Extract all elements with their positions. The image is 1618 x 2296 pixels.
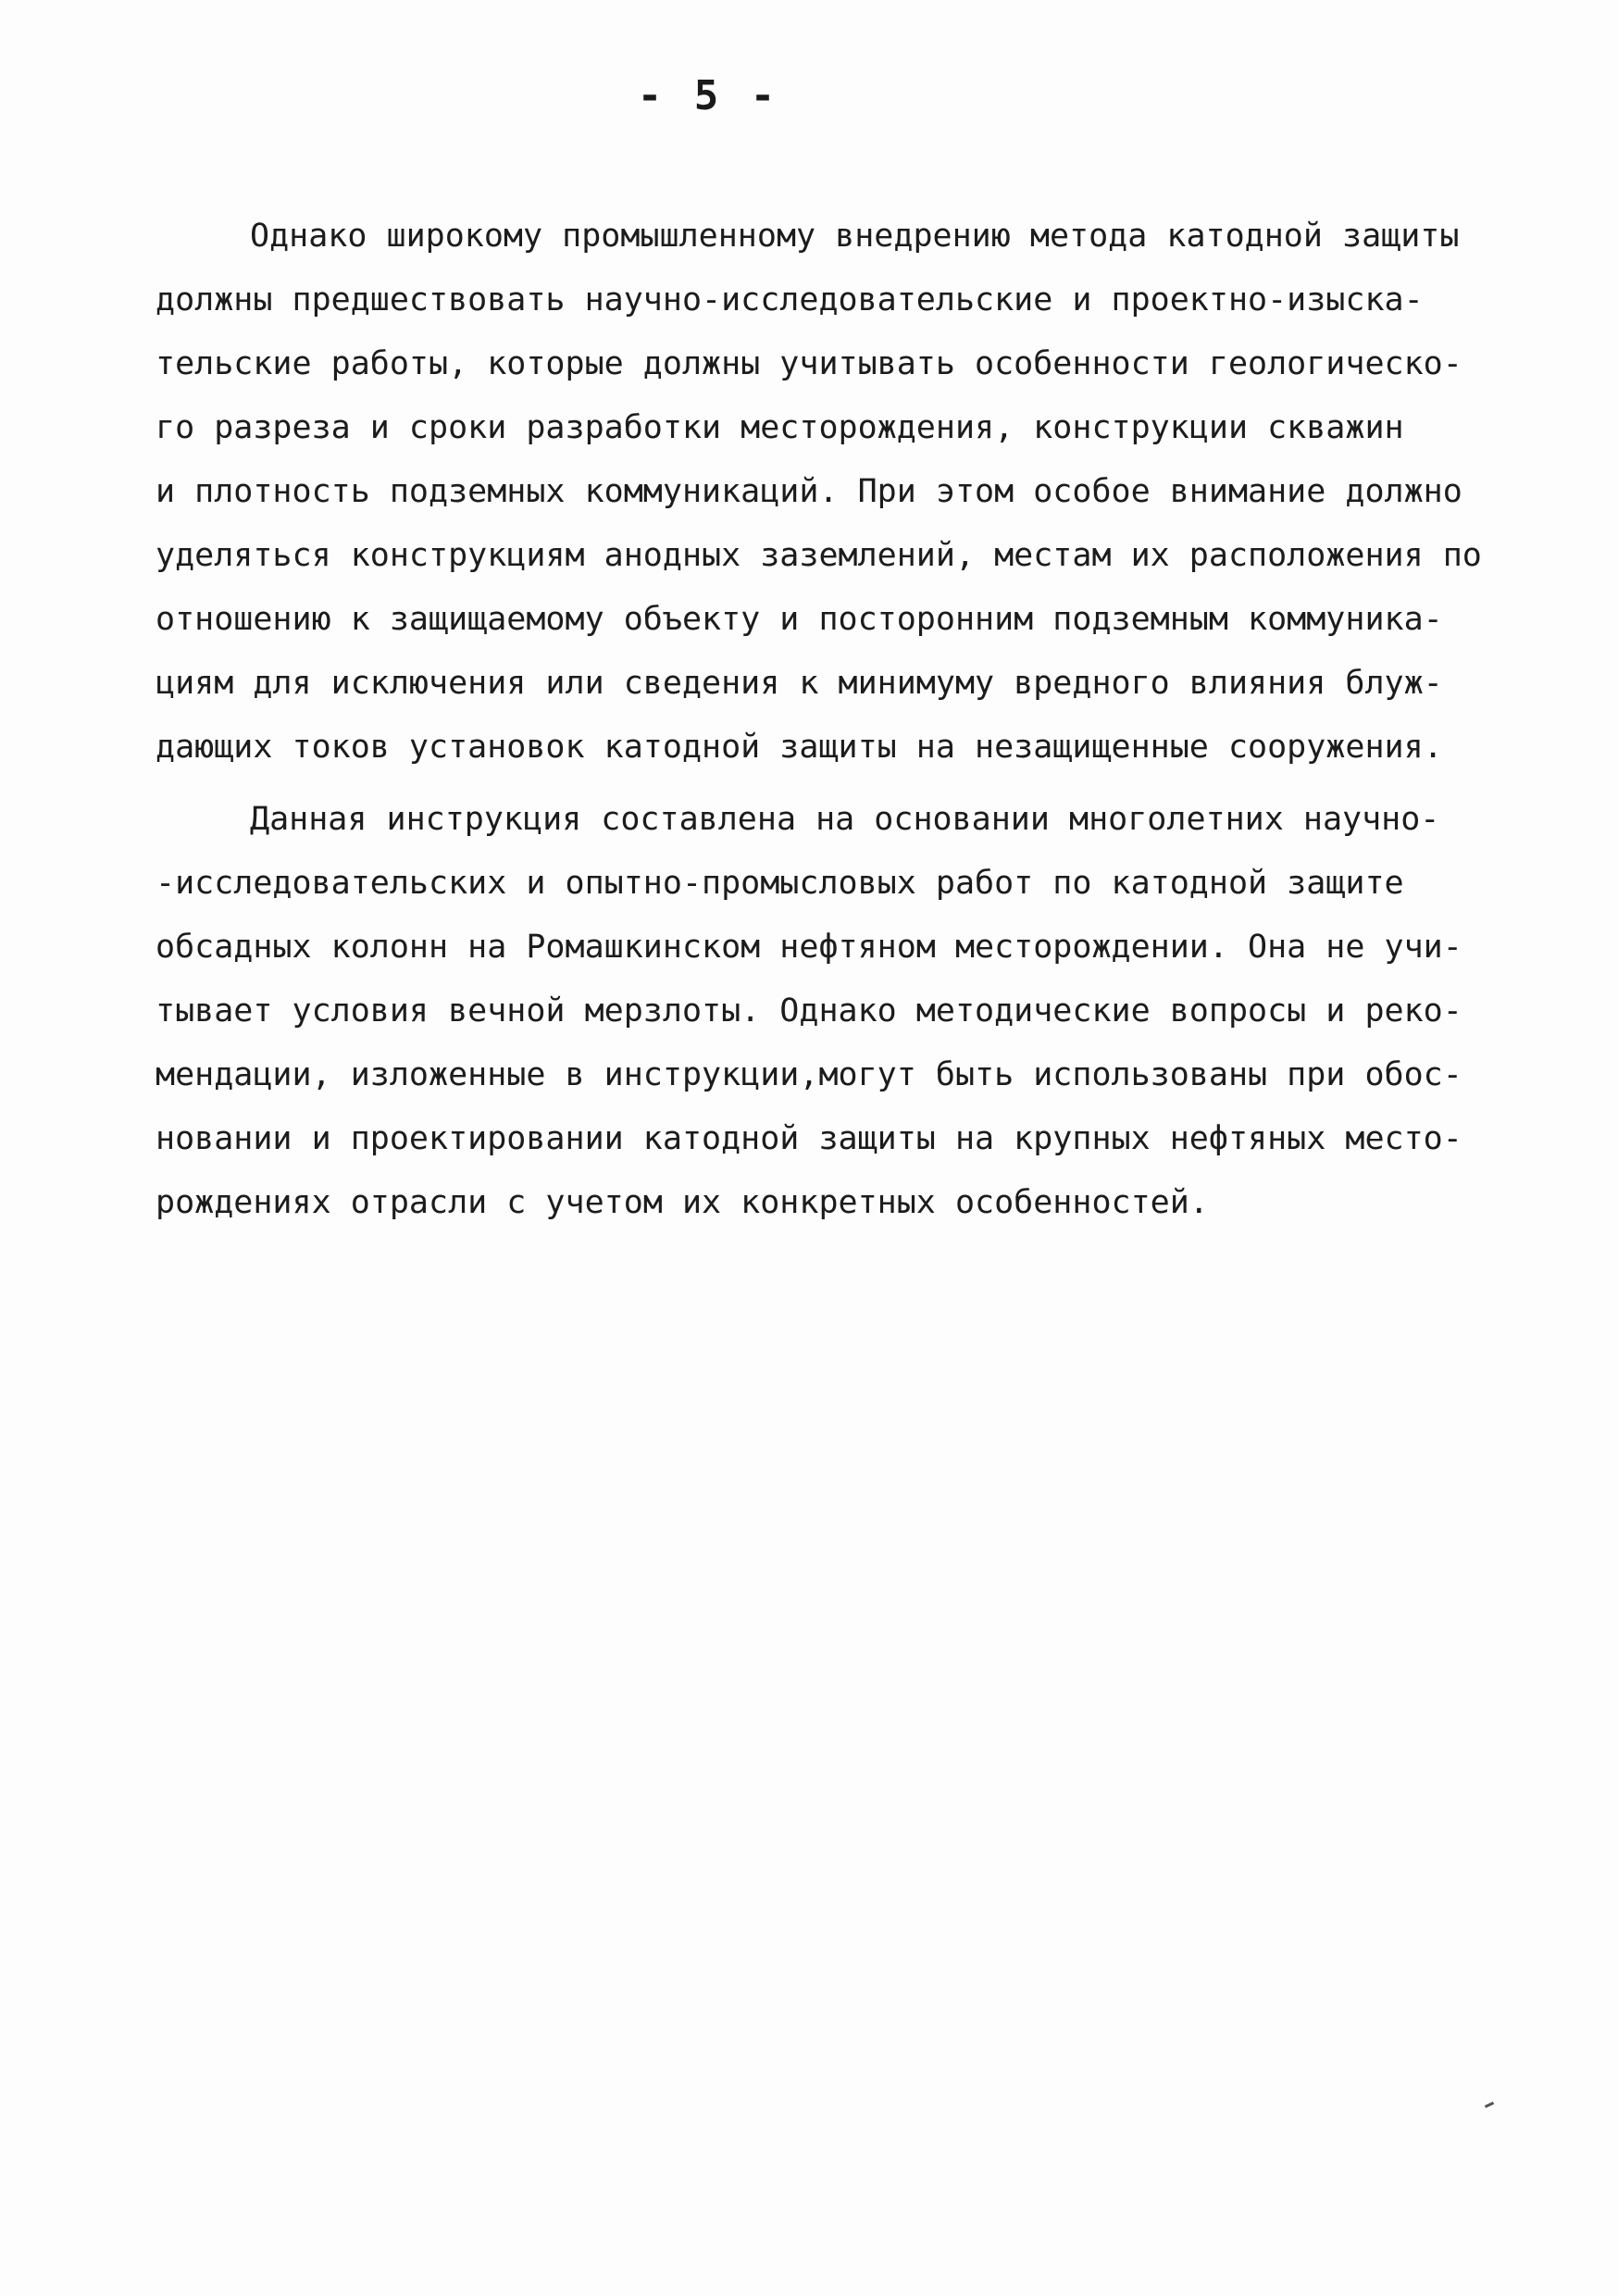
page-number: - 5 - [637,72,779,119]
text-line: мендации, изложенные в инструкции,могут быть использованы при обос- [156,1056,1462,1093]
text-line: обсадных колонн на Ромашкинском нефтяном месторождении. Она не учи- [156,929,1462,966]
text-line: уделяться конструкциям анодных заземлений, местам их расположения по [156,537,1482,574]
text-line: циям для исключения или сведения к минимуму вредного влияния блуж- [156,665,1443,702]
text-line: должны предшествовать научно-исследовательские и проектно-изыска- [156,281,1424,318]
text-line: и плотность подземных коммуникаций. При этом особое внимание должно [156,473,1462,510]
text-line: го разреза и сроки разработки месторождения, конструкции скважин [156,409,1404,446]
text-line: отношению к защищаемому объекту и посторонним подземным коммуника- [156,601,1443,638]
text-line: рождениях отрасли с учетом их конкретных особенностей. [156,1184,1209,1221]
paragraph-1 [156,205,1507,780]
text-line: новании и проектировании катодной защиты на крупных нефтяных место- [156,1120,1462,1157]
text-line: тывает условия вечной мерзлоты. Однако методические вопросы и реко- [156,992,1462,1029]
scan-speck [1485,2102,1494,2108]
text-line: тельские работы, которые должны учитывать особенности геологическо- [156,345,1462,382]
text-line: дающих токов установок катодной защиты на незащищенные сооружения. [156,729,1443,766]
text-line: Данная инструкция составлена на основании многолетних научно- [250,801,1440,838]
paragraph-2 [156,788,1507,1235]
text-line: -исследовательских и опытно-промысловых работ по катодной защите [156,865,1404,902]
text-line: Однако широкому промышленному внедрению метода катодной защиты [250,218,1460,255]
